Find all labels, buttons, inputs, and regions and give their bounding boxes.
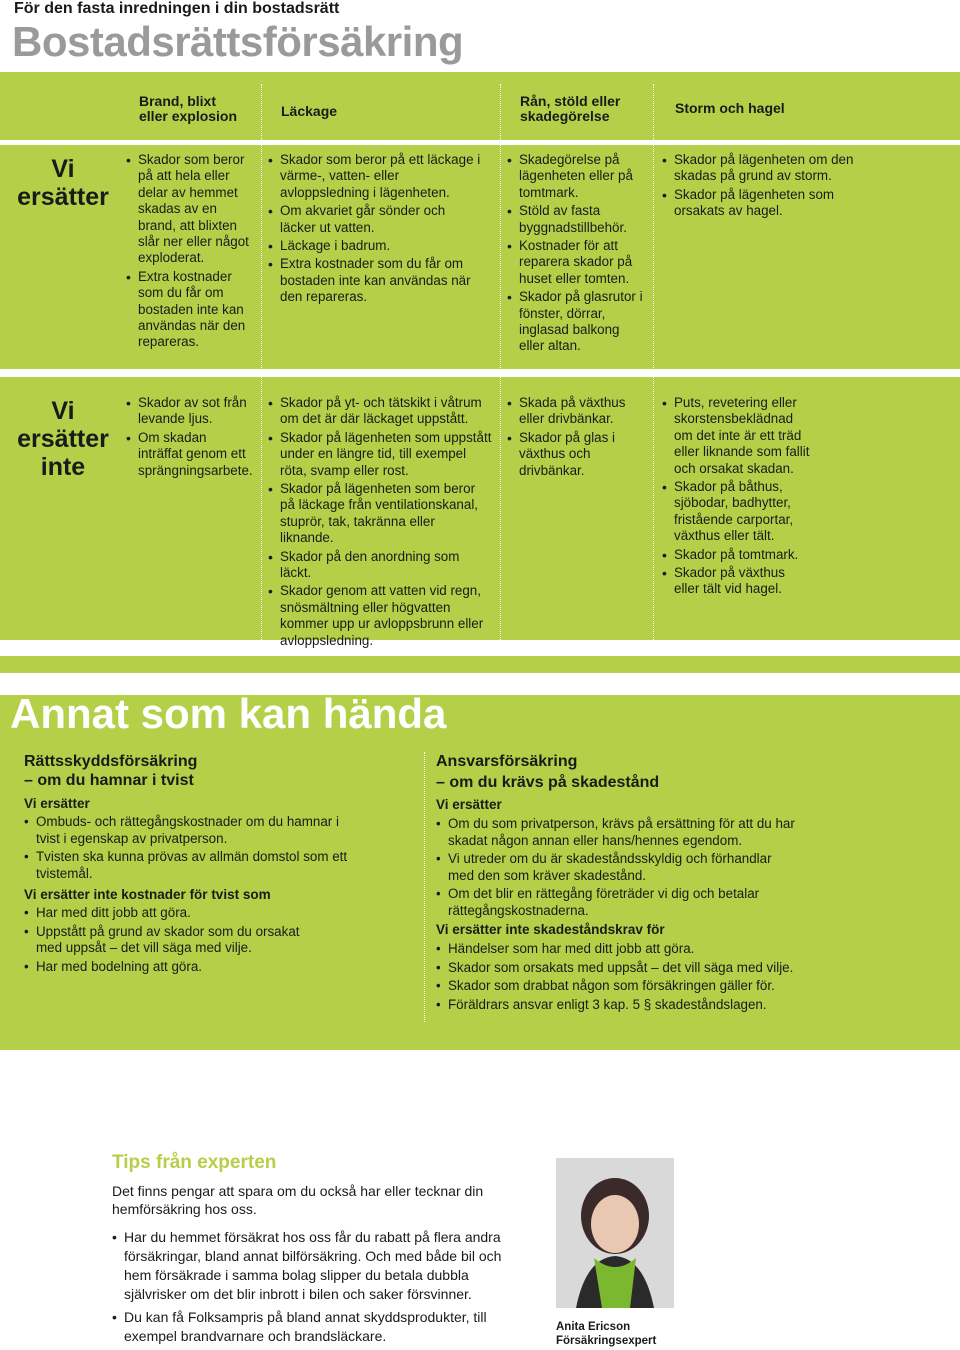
list-item: • Skador som drabbat någon som försäkringen gäller för. <box>436 978 816 995</box>
page-title: Bostadsrättsförsäkring <box>12 18 464 65</box>
legal-not-covered-list <box>24 905 324 977</box>
column-header-theft: Rån, stöld eller skadegörelse <box>520 93 621 124</box>
tips-list <box>112 1228 532 1350</box>
legal-insurance-subtitle: – om du hamnar i tvist <box>24 772 194 789</box>
list-item: • Extra kostnader som du får om bostaden inte kan användas när den repareras. <box>126 269 254 351</box>
list-item: • Föräldrars ansvar enligt 3 kap. 5 § skadeståndslagen. <box>436 997 816 1014</box>
list-item: • Skadegörelse på lägenheten eller på tomtmark. <box>507 152 647 201</box>
legal-covered-heading: Vi ersätter <box>24 796 90 811</box>
list-item: • Skador på tomtmark. <box>662 547 812 563</box>
liability-insurance-title: Ansvarsförsäkring <box>436 753 578 770</box>
list-item: • Om akvariet går sönder och läcker ut vatten. <box>268 203 484 236</box>
list-item: • Skador genom att vatten vid regn, snösmältning eller högvatten kommer upp ur avloppsbrunn eller avloppsledning. <box>268 583 492 649</box>
tips-title: Tips från experten <box>112 1152 277 1173</box>
list-item: • Stöld av fasta byggnadstillbehör. <box>507 203 647 236</box>
list-item: • Uppstått på grund av skador som du orsakat med uppsåt – det vill säga med vilje. <box>24 924 324 957</box>
legal-not-covered-heading: Vi ersätter inte kostnader för tvist som <box>24 887 271 902</box>
list-item: • Ombuds- och rättegångskostnader om du hamnar i tvist i egenskap av privatperson. <box>24 814 364 847</box>
list-item: • Läckage i badrum. <box>268 238 484 254</box>
annat-title: Annat som kan hända <box>10 690 447 737</box>
row-label-covered: Vi ersätter <box>17 155 109 211</box>
liability-insurance-subtitle: – om du krävs på skadestånd <box>436 774 660 791</box>
list-item: • Vi utreder om du är skadeståndsskyldig och förhandlar med den som kräver skadestånd. <box>436 851 796 884</box>
liability-covered-heading: Vi ersätter <box>436 797 502 812</box>
list-item: • Har du hemmet försäkrat hos oss får du rabatt på flera andra försäkringar, bland annat bilförsäkring. Och med både bil och hem försäkrade i samma bolag slipper du betala dubbla självrisker om det blir inbrott i bilen och saker försvinner. <box>112 1228 532 1304</box>
list-item: • Skador på yt- och tätskikt i våtrum om det är där läckaget uppstått. <box>268 395 492 428</box>
expert-role: Försäkringsexpert <box>556 1335 657 1347</box>
not-covered-leak-list <box>268 395 492 651</box>
expert-photo <box>556 1158 674 1308</box>
list-item: • Skador på lägenheten om den skadas på grund av storm. <box>662 152 872 185</box>
list-item: • Skador på lägenheten som orsakats av hagel. <box>662 187 872 220</box>
not-covered-theft-list <box>507 395 637 481</box>
list-item: • Har med bodelning att göra. <box>24 959 324 976</box>
list-item: • Puts, revetering eller skorstensbeklädnad om det inte är ett träd eller liknande som fallit och orsakat skadan. <box>662 395 812 477</box>
list-item: • Skador som beror på att hela eller delar av hemmet skadas av en brand, att blixten slår ner eller något exploderat. <box>126 152 254 267</box>
row-label-not-covered: Vi ersätter inte <box>17 397 109 481</box>
list-item: • Skador på glasrutor i fönster, dörrar, inglasad balkong eller altan. <box>507 289 647 355</box>
list-item: • Kostnader för att reparera skador på huset eller tomten. <box>507 238 647 287</box>
list-item: • Om det blir en rättegång företräder vi dig och betalar rättegångskostnaderna. <box>436 886 796 919</box>
list-item: • Händelser som har med ditt jobb att göra. <box>436 941 816 958</box>
column-header-fire: Brand, blixt eller explosion <box>139 93 238 124</box>
liability-covered-list <box>436 816 796 921</box>
list-item: • Skada på växthus eller drivbänkar. <box>507 395 637 428</box>
not-covered-fire-list <box>126 395 254 481</box>
covered-theft-list <box>507 152 647 357</box>
list-item: • Skador som beror på ett läckage i värme-, vatten- eller avloppsledning i lägenheten. <box>268 152 484 201</box>
list-item: • Skador på glas i växthus och drivbänkar. <box>507 430 637 479</box>
list-item: • Skador på växthus eller tält vid hagel. <box>662 565 812 598</box>
covered-storm-list <box>662 152 872 222</box>
liability-not-covered-list <box>436 941 816 1015</box>
not-covered-storm-list <box>662 395 812 600</box>
covered-leak-list <box>268 152 484 308</box>
list-item: • Om du som privatperson, krävs på ersättning för att du har skadat någon annan eller hans/hennes egendom. <box>436 816 796 849</box>
legal-insurance-title: Rättsskyddsförsäkring <box>24 753 198 770</box>
legal-covered-list <box>24 814 364 884</box>
list-item: • Skador på lägenheten som beror på läckage från ventilationskanal, stuprör, tak, takränna eller liknande. <box>268 481 492 547</box>
expert-caption <box>556 1320 656 1348</box>
covered-fire-list <box>126 152 254 353</box>
tips-intro: Det finns pengar att spara om du också har eller tecknar din hemförsäkring hos oss. <box>112 1183 484 1217</box>
list-item: • Om skadan inträffat genom ett sprängningsarbete. <box>126 430 254 479</box>
liability-not-covered-heading: Vi ersätter inte skadeståndskrav för <box>436 922 665 937</box>
list-item: • Skador av sot från levande ljus. <box>126 395 254 428</box>
list-item: • Skador på båthus, sjöbodar, badhytter, fristående carportar, växthus eller tält. <box>662 479 812 545</box>
list-item: • Extra kostnader som du får om bostaden inte kan användas när den repareras. <box>268 256 484 305</box>
list-item: • Skador som orsakats med uppsåt – det vill säga med vilje. <box>436 960 816 977</box>
list-item: • Du kan få Folksampris på bland annat skyddsprodukter, till exempel brandvarnare och brandsläckare. <box>112 1308 532 1346</box>
list-item: • Har med ditt jobb att göra. <box>24 905 324 922</box>
list-item: • Tvisten ska kunna prövas av allmän domstol som ett tvistemål. <box>24 849 364 882</box>
supertitle: För den fasta inredningen i din bostadsrätt <box>14 0 340 17</box>
column-header-storm: Storm och hagel <box>675 100 785 116</box>
column-header-leak: Läckage <box>281 103 338 119</box>
expert-name: Anita Ericson <box>556 1321 631 1333</box>
list-item: • Skador på lägenheten som uppstått under en längre tid, till exempel röta, svamp eller rost. <box>268 430 492 479</box>
list-item: • Skador på den anordning som läckt. <box>268 549 492 582</box>
